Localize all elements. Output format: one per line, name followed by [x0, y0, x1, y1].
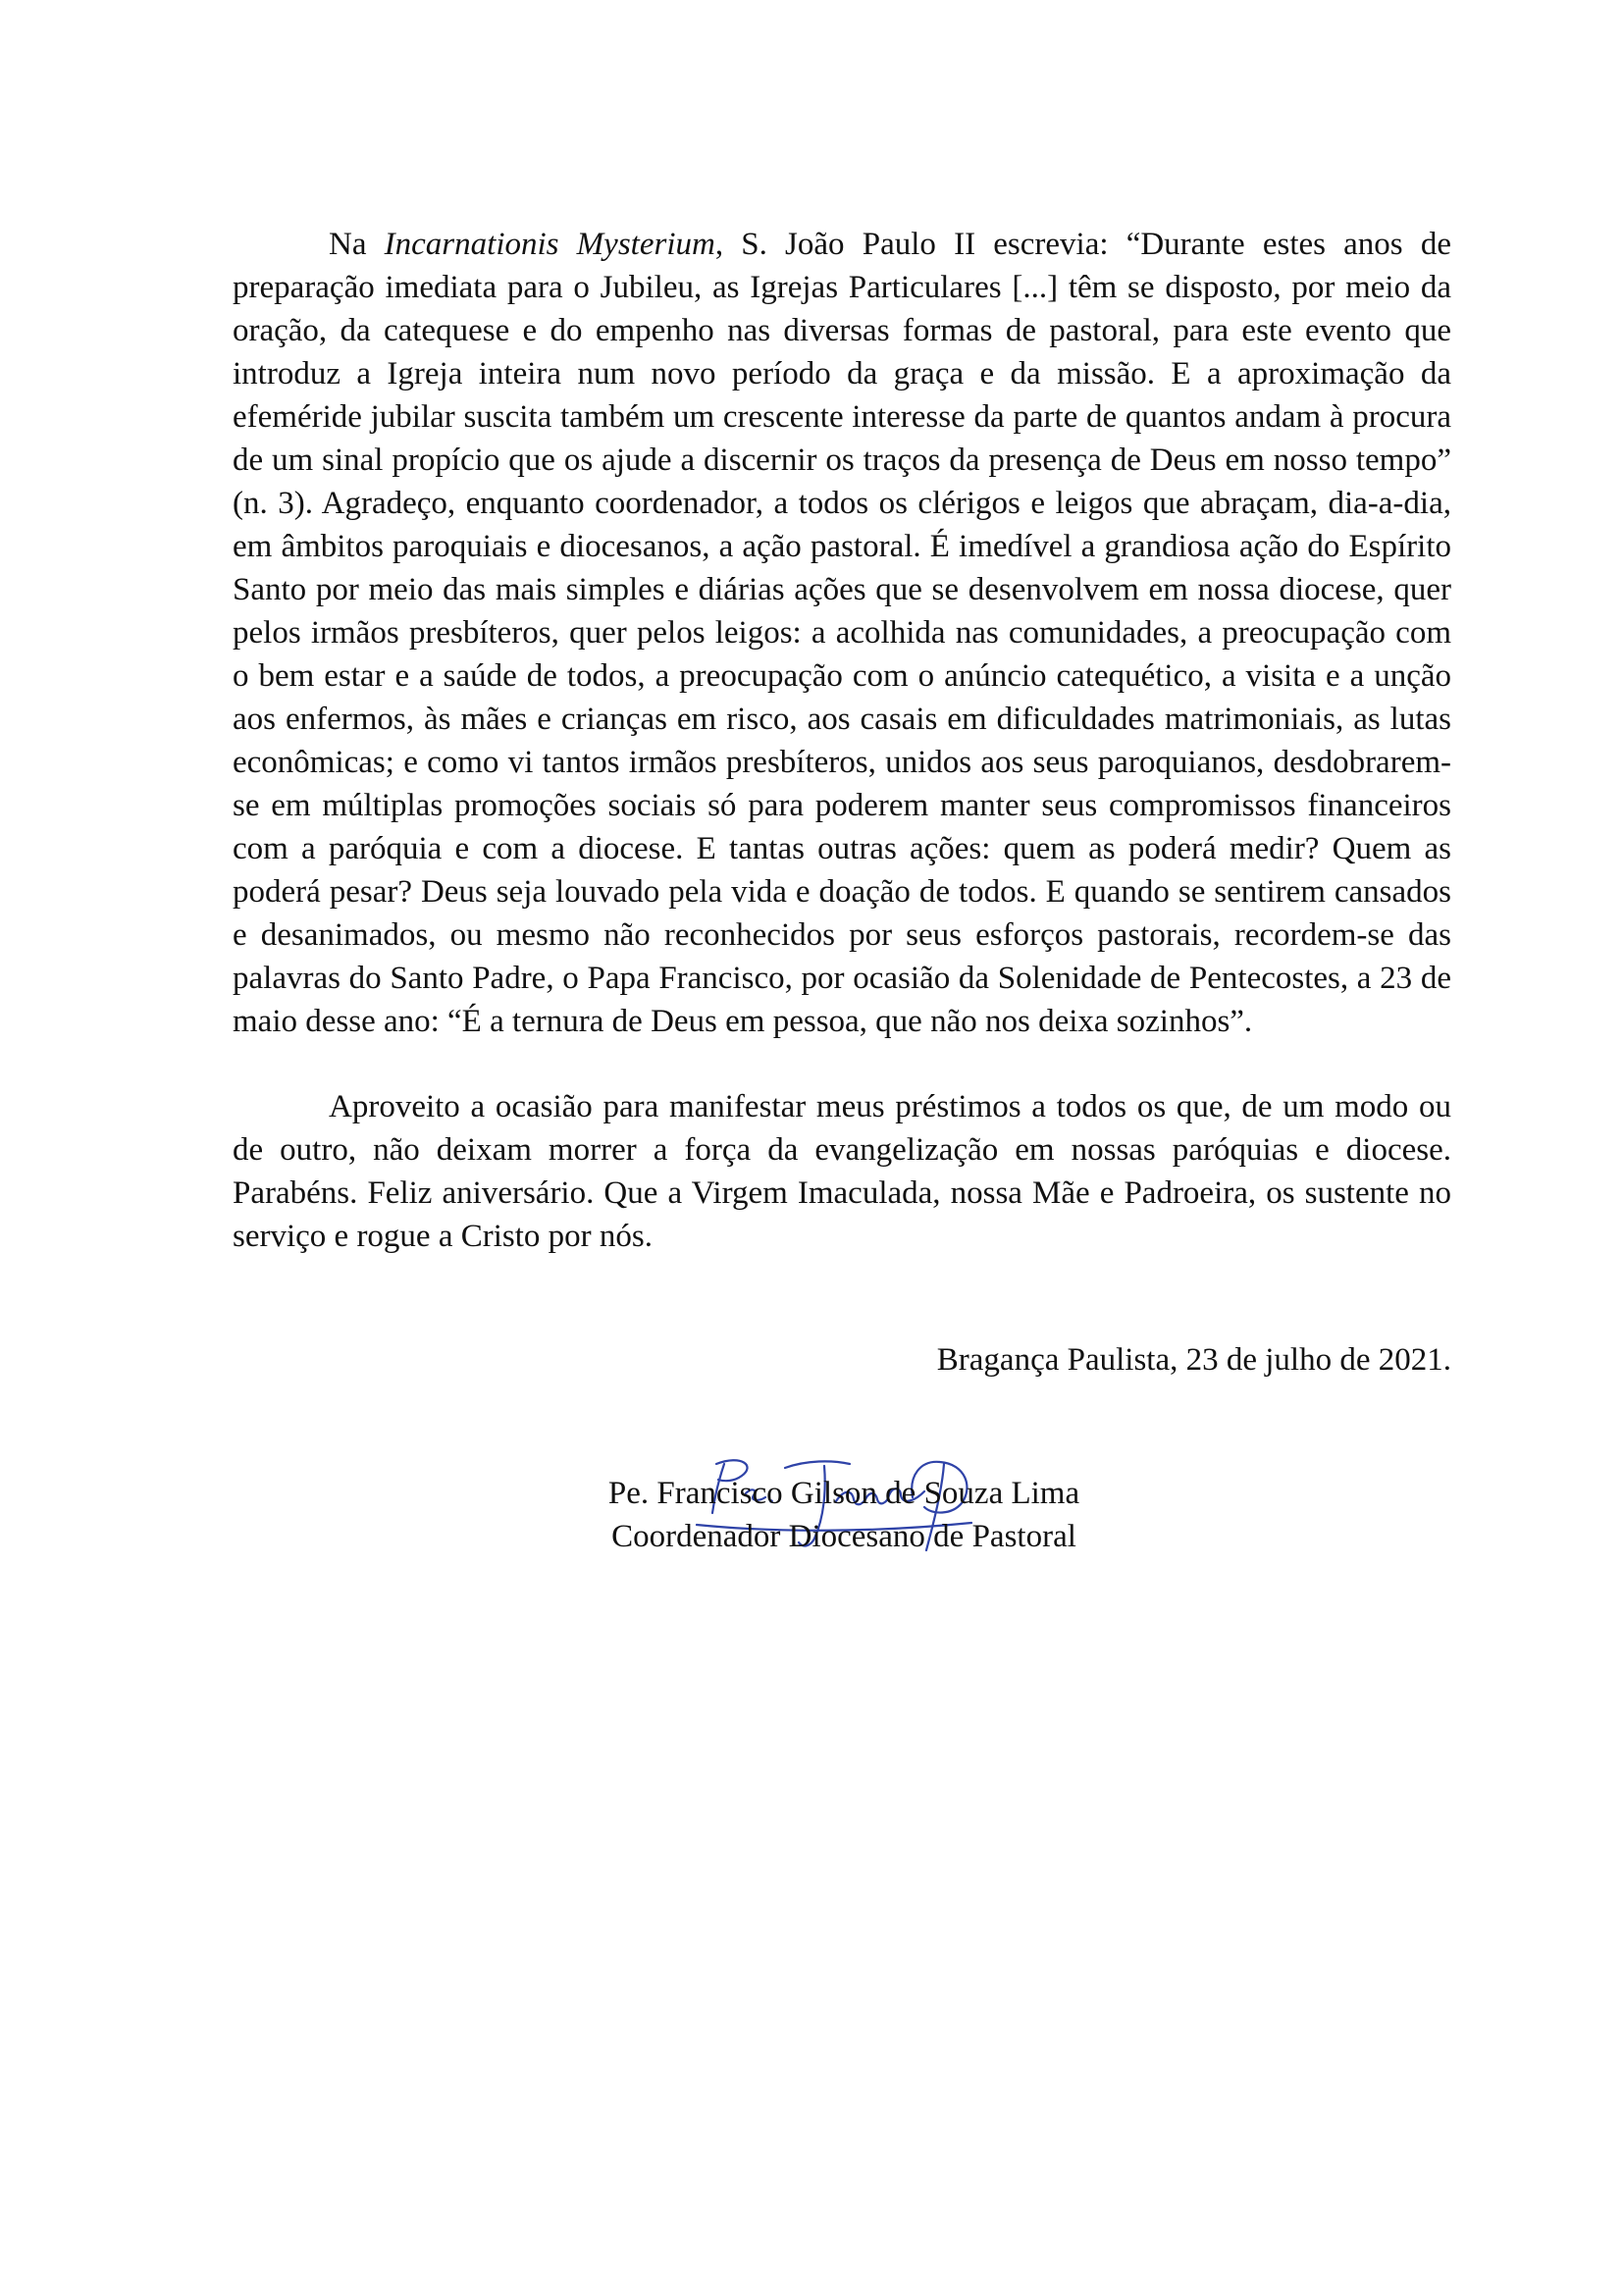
paragraph-2-body: Aproveito a ocasião para manifestar meus préstimos a todos os que, de um modo ou de outro, não deixam morrer a força da evangelização em nossas paróquias e diocese. Parabéns. Feliz aniversário. Que a Virgem Imaculada, nossa Mãe e Padroeira, os sustente no serviço e rogue a Cristo por nós.	[233, 1089, 1451, 1254]
paragraph-1	[233, 223, 1451, 1043]
signature-block	[550, 1472, 1138, 1599]
paragraph-1-body: , S. João Paulo II escrevia: “Durante estes anos de preparação imediata para o Jubileu, as Igrejas Particulares [...] têm se disposto, por meio da oração, da catequese e do empenho nas diversas formas de pastoral, para este evento que introduz a Igreja inteira num novo período da graça e da missão. E a aproximação da efeméride jubilar suscita também um crescente interesse da parte de quantos andam à procura de um sinal propício que os ajude a discernir os traços da presença de Deus em nosso tempo” (n. 3). Agradeço, enquanto coordenador, a todos os clérigos e leigos que abraçam, dia-a-dia, em âmbitos paroquiais e diocesanos, a ação pastoral. É imedível a grandiosa ação do Espírito Santo por meio das mais simples e diárias ações que se desenvolvem em nossa diocese, quer pelos irmãos presbíteros, quer pelos leigos: a acolhida nas comunidades, a preocupação com o bem estar e a saúde de todos, a preocupação com o anúncio catequético, a visita e a unção aos enfermos, às mães e crianças em risco, aos casais em dificuldades matrimoniais, as lutas econômicas; e como vi tantos irmãos presbíteros, unidos aos seus paroquianos, desdobrarem-se em múltiplas promoções sociais só para poderem manter seus compromissos financeiros com a paróquia e com a diocese. E tantas outras ações: quem as poderá medir? Quem as poderá pesar? Deus seja louvado pela vida e doação de todos. E quando se sentirem cansados e desanimados, ou mesmo não reconhecidos por seus esforços pastorais, recordem-se das palavras do Santo Padre, o Papa Francisco, por ocasião da Solenidade de Pentecostes, a 23 de maio desse ano: “É a ternura de Deus em pessoa, que não nos deixa sozinhos”.	[233, 227, 1451, 1039]
document-body	[233, 223, 1451, 1258]
signatory-name: Pe. Francisco Gilson de Souza Lima	[607, 1476, 1080, 1511]
paragraph-1-lead: Na	[329, 227, 385, 262]
signatory-role: Coordenador Diocesano de Pastoral	[611, 1519, 1076, 1554]
place-date: Bragança Paulista, 23 de julho de 2021.	[936, 1342, 1451, 1378]
paragraph-2	[233, 1085, 1451, 1258]
paragraph-1-title-italic: Incarnationis Mysterium	[384, 227, 715, 262]
